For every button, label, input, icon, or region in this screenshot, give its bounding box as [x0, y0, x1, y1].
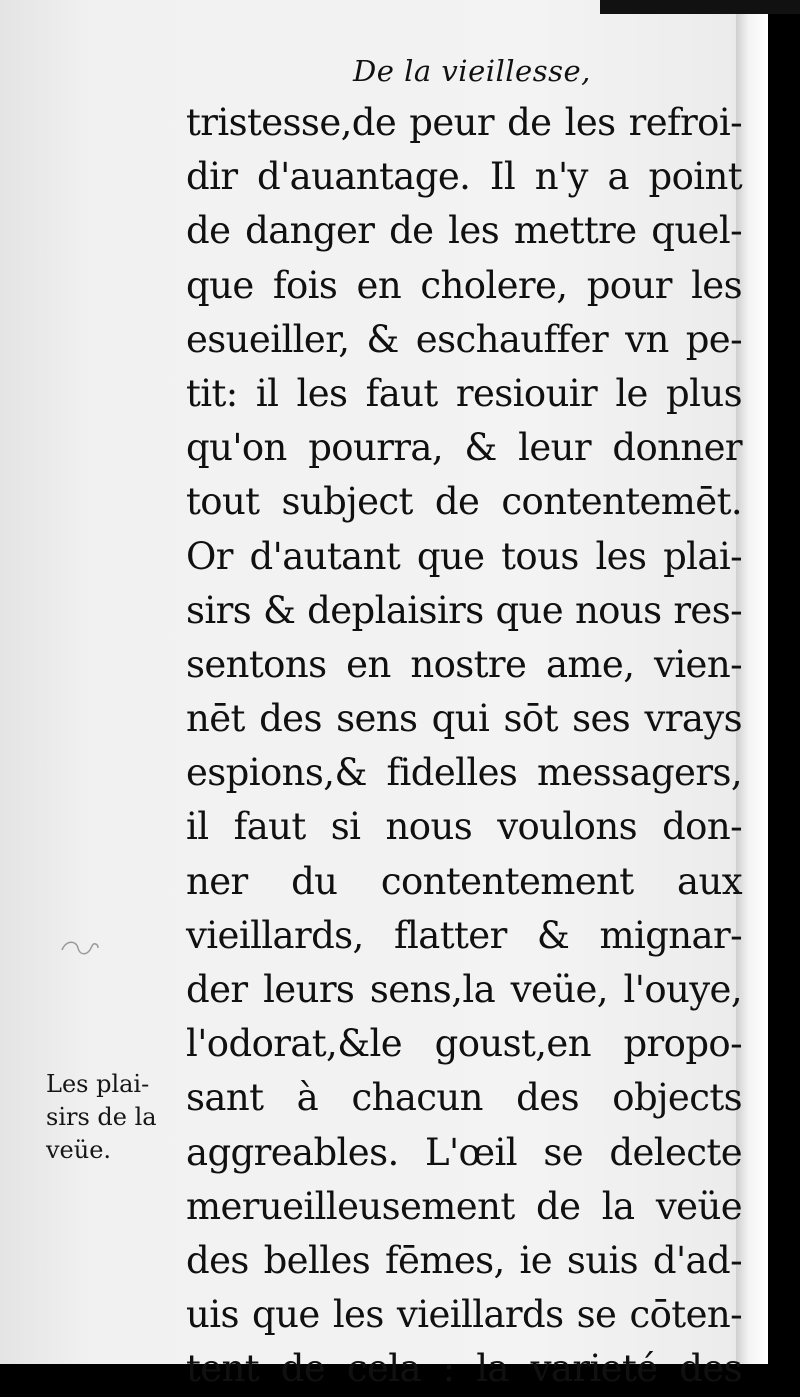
- margin-note-line: sirs de la: [46, 1103, 157, 1131]
- text-line: tit: il les faut resiouir le plus: [186, 371, 742, 415]
- text-line: merueilleusement de la veüe: [186, 1184, 742, 1228]
- margin-note: [46, 1068, 176, 1167]
- text-line: sirs & deplaisirs que nous res-: [186, 588, 742, 632]
- running-head: De la vieillesse,: [353, 54, 591, 88]
- text-line: nēt des sens qui sōt ses vrays: [186, 697, 742, 741]
- text-line: der leurs sens,la veüe, l'ouye,: [186, 968, 742, 1011]
- margin-note-line: Les plai-: [46, 1070, 150, 1098]
- text-line: que fois en cholere, pour les: [186, 263, 742, 307]
- text-line: Or d'autant que tous les plai-: [186, 534, 742, 578]
- ink-flourish: [58, 936, 102, 960]
- text-line: uis que les vieillards se cōten-: [186, 1293, 742, 1337]
- text-line: aggreables. L'œil se delecte: [186, 1130, 742, 1174]
- text-line: esueiller, & eschauffer vn pe-: [186, 317, 742, 361]
- text-line: tout subject de contentemēt.: [186, 480, 742, 524]
- text-line: vieillards, flatter & mignar-: [186, 913, 742, 957]
- body-text: [186, 96, 742, 1397]
- text-line: de danger de les mettre quel-: [186, 209, 742, 253]
- text-line: l'odorat,&le goust,en propo-: [186, 1022, 742, 1066]
- text-line: espions,& fidelles messagers,: [186, 751, 742, 795]
- text-line: sentons en nostre ame, vien-: [186, 642, 742, 686]
- scan-shadow: [600, 0, 800, 14]
- text-line: tristesse,de peur de les refroi-: [186, 101, 742, 144]
- text-line: il faut si nous voulons don-: [186, 805, 742, 849]
- text-line: tent de cela : la varieté des: [186, 1347, 742, 1391]
- text-line: ner du contentement aux: [186, 859, 742, 903]
- margin-note-line: veüe.: [46, 1136, 112, 1164]
- text-line: des belles fēmes, ie suis d'ad-: [186, 1238, 742, 1282]
- text-line: sant à chacun des objects: [186, 1076, 742, 1120]
- text-line: qu'on pourra, & leur donner: [186, 426, 742, 470]
- text-line: dir d'auantage. Il n'y a point: [186, 155, 742, 199]
